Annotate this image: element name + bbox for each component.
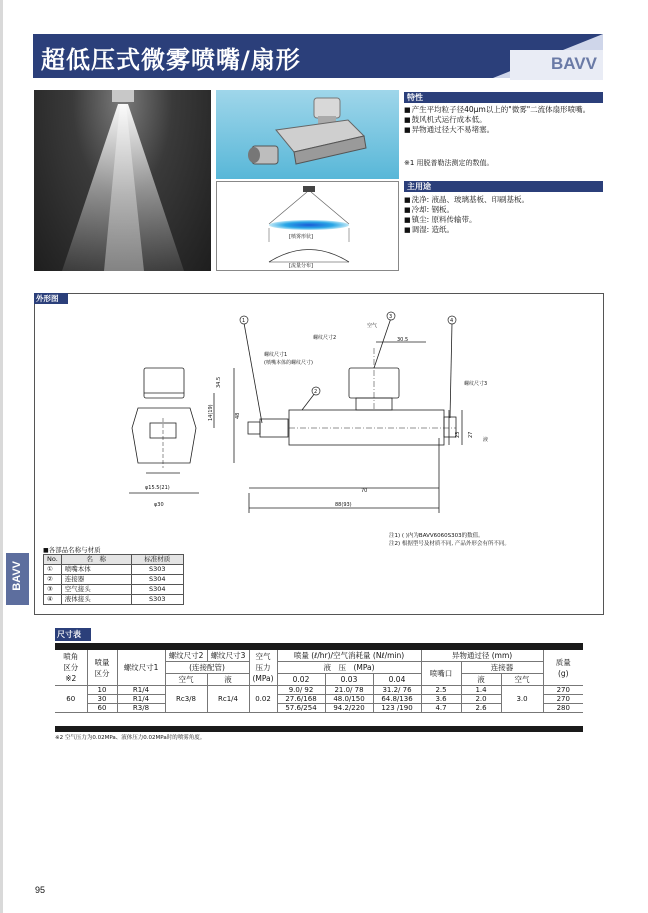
cell-conn-liquid: 1.4 <box>461 686 501 695</box>
cell-p3: 64.8/136 <box>373 695 421 704</box>
col-p2: 0.03 <box>325 674 373 686</box>
model-badge <box>510 50 603 80</box>
col-thread3: 螺纹尺寸3 <box>207 650 249 662</box>
spray-photo <box>34 90 211 271</box>
feature-item: ■ 异物通过径大不易堵塞。 <box>404 125 614 135</box>
feature-item: ■ 鼓风机式运行成本低。 <box>404 115 614 125</box>
col-mass-l2: (g) <box>557 668 569 678</box>
col-air-pressure <box>249 650 277 686</box>
cell-p1: 9.0/ 92 <box>277 686 325 695</box>
nozzle-photo <box>216 90 399 179</box>
cell-thread1: R3/8 <box>117 704 165 713</box>
table-row <box>55 686 583 695</box>
col-angle-l1: 喷角 <box>63 652 79 661</box>
part-no: ④ <box>44 595 62 605</box>
cell-code: 10 <box>87 686 117 695</box>
cell-thread1: R1/4 <box>117 695 165 704</box>
features-heading-text: 特性 <box>407 93 423 102</box>
col-flow-class <box>87 650 117 686</box>
dim-70: 70 <box>361 488 368 494</box>
col-flow-l2: 区分 <box>94 668 110 678</box>
part-no: ③ <box>44 585 62 595</box>
table-row <box>44 565 184 575</box>
size-table <box>55 650 583 713</box>
col-angle <box>55 650 87 686</box>
cell-p2: 48.0/150 <box>325 695 373 704</box>
parts-header-no: No. <box>44 555 62 565</box>
cell-mass: 270 <box>543 695 583 704</box>
side-index-text: BAVV <box>11 561 23 591</box>
col-angle-l3: ※2 <box>65 674 77 683</box>
page-title: 超低压式微雾喷嘴/扇形 <box>41 46 301 74</box>
parts-table <box>43 554 184 605</box>
callout-2-num: 2 <box>314 389 318 395</box>
cell-liquid-thread: Rc1/4 <box>207 686 249 713</box>
col-thread2: 螺纹尺寸2 <box>165 650 207 662</box>
parts-header-material: 标准材质 <box>131 555 183 565</box>
part-no: ② <box>44 575 62 585</box>
drawing-note: 注2) 根据型号及材质不同, 产品外形会有所不同。 <box>389 541 510 547</box>
part-material: S303 <box>131 595 183 605</box>
dim-88: 88(93) <box>335 502 352 508</box>
part-name: 连接器 <box>61 575 131 585</box>
dim-27: 27 <box>468 431 474 438</box>
cell-orifice: 4.7 <box>421 704 461 713</box>
cell-p3: 31.2/ 76 <box>373 686 421 695</box>
feature-item: ■ 产生平均粒子径40μm以上的"微雾"二流体扇形喷嘴。 <box>404 105 614 115</box>
cell-p1: 57.6/254 <box>277 704 325 713</box>
spray-photo-graphic <box>34 90 211 271</box>
cell-p2: 21.0/ 78 <box>325 686 373 695</box>
use-item: ■ 冷却: 钢板。 <box>404 205 614 215</box>
thread1-sub-label: (喷嘴本体的螺纹尺寸) <box>264 360 313 366</box>
dim-14-19: 14(19) <box>208 404 214 421</box>
col-passage: 异物通过径 (mm) <box>421 650 543 662</box>
callout-4-num: 4 <box>450 318 454 324</box>
col-connection: (连接配管) <box>165 662 249 674</box>
cell-orifice: 2.5 <box>421 686 461 695</box>
col-p1: 0.02 <box>277 674 325 686</box>
cell-air-thread: Rc3/8 <box>165 686 207 713</box>
cell-conn-liquid: 2.0 <box>461 695 501 704</box>
cell-mass: 280 <box>543 704 583 713</box>
cell-mass: 270 <box>543 686 583 695</box>
part-name: 空气接头 <box>61 585 131 595</box>
col-press-l3: (MPa) <box>252 674 274 683</box>
cell-conn-liquid: 2.6 <box>461 704 501 713</box>
cell-code: 60 <box>87 704 117 713</box>
features-heading <box>404 92 603 103</box>
callout-1-num: 1 <box>242 318 246 324</box>
col-mass <box>543 650 583 686</box>
dim-30-5: 30.5 <box>397 337 409 343</box>
col-p3: 0.04 <box>373 674 421 686</box>
uses-heading-text: 主用途 <box>407 182 431 191</box>
air-label: 空气 <box>367 323 378 329</box>
col-connector: 连接器 <box>461 662 543 674</box>
cell-code: 30 <box>87 695 117 704</box>
col-liquid-pressure: 液 压 (MPa) <box>277 662 421 674</box>
model-code: BAVV <box>551 54 597 73</box>
use-item: ■ 洗净: 液晶、玻璃基板、印刷基板。 <box>404 195 614 205</box>
cell-thread1: R1/4 <box>117 686 165 695</box>
callout-3-num: 3 <box>389 314 393 320</box>
uses-heading <box>404 181 603 192</box>
thread3-label: 螺纹尺寸3 <box>464 381 488 387</box>
table-row <box>44 575 184 585</box>
part-no: ① <box>44 565 62 575</box>
flow-distribution-label: [流量分布] <box>289 263 313 269</box>
uses-list <box>404 195 614 235</box>
nozzle-photo-graphic <box>216 90 399 179</box>
drawing-notes <box>389 532 510 548</box>
col-angle-l2: 区分 <box>63 663 79 672</box>
use-item: ■ 镇尘: 原料传输带。 <box>404 215 614 225</box>
cell-p1: 27.6/168 <box>277 695 325 704</box>
size-table-heading-text: 尺寸表 <box>57 630 81 639</box>
col-conn-liquid: 液 <box>461 674 501 686</box>
liquid-label: 液 <box>483 437 489 443</box>
size-table-top-rule <box>55 643 583 650</box>
part-name: 喷嘴本体 <box>61 565 131 575</box>
dim-phi15: φ15.5(21) <box>145 485 170 491</box>
part-material: S304 <box>131 575 183 585</box>
thread1-label: 螺纹尺寸1 <box>264 352 288 358</box>
features-list <box>404 105 614 135</box>
col-conn-air: 空气 <box>501 674 543 686</box>
cell-orifice: 3.6 <box>421 695 461 704</box>
col-spray: 喷量 (ℓ/hr)/空气消耗量 (Nℓ/min) <box>277 650 421 662</box>
page-number: 95 <box>35 885 46 895</box>
size-table-bottom-rule <box>55 726 583 732</box>
dim-48: 48 <box>235 412 241 419</box>
spray-pattern-graphic <box>217 182 400 272</box>
cell-air-pressure: 0.02 <box>249 686 277 713</box>
drawing-note: 注1) ( )内为BAVV6060S303的数值。 <box>389 533 484 539</box>
size-table-heading <box>55 628 91 641</box>
spray-pattern-diagram <box>216 181 399 271</box>
table-row <box>44 585 184 595</box>
col-air: 空气 <box>165 674 207 686</box>
part-material: S303 <box>131 565 183 575</box>
thread2-label: 螺纹尺寸2 <box>313 335 337 341</box>
spray-shape-label: [喷雾形状] <box>289 234 313 240</box>
part-material: S304 <box>131 585 183 595</box>
dim-phi30: φ30 <box>154 502 164 508</box>
dim-23: 23 <box>455 431 461 438</box>
col-mass-l1: 质量 <box>555 657 571 667</box>
cell-p3: 123 /190 <box>373 704 421 713</box>
dim-34-5: 34.5 <box>216 376 222 388</box>
use-item: ■ 调湿: 造纸。 <box>404 225 614 235</box>
parts-header-name: 名 称 <box>61 555 131 565</box>
parts-title: ■ 各部品名称与材质 <box>43 545 101 554</box>
size-table-note: ※2 空气压力为0.02MPa、液体压力0.02MPa时的喷雾角度。 <box>55 735 206 741</box>
col-thread1: 螺纹尺寸1 <box>117 650 165 686</box>
col-liquid: 液 <box>207 674 249 686</box>
part-name: 液体接头 <box>61 595 131 605</box>
cell-p2: 94.2/220 <box>325 704 373 713</box>
col-orifice: 喷嘴口 <box>421 662 461 686</box>
col-flow-l1: 喷量 <box>94 657 110 667</box>
cell-conn-air: 3.0 <box>501 686 543 713</box>
features-note: ※1 用脱普勒法测定的数值。 <box>404 159 494 167</box>
col-press-l2: 压力 <box>255 663 271 672</box>
cell-angle: 60 <box>55 686 87 713</box>
table-row <box>44 595 184 605</box>
col-press-l1: 空气 <box>255 652 271 661</box>
drawing-heading-text: 外形图 <box>36 294 59 303</box>
side-index-tab <box>6 553 29 605</box>
